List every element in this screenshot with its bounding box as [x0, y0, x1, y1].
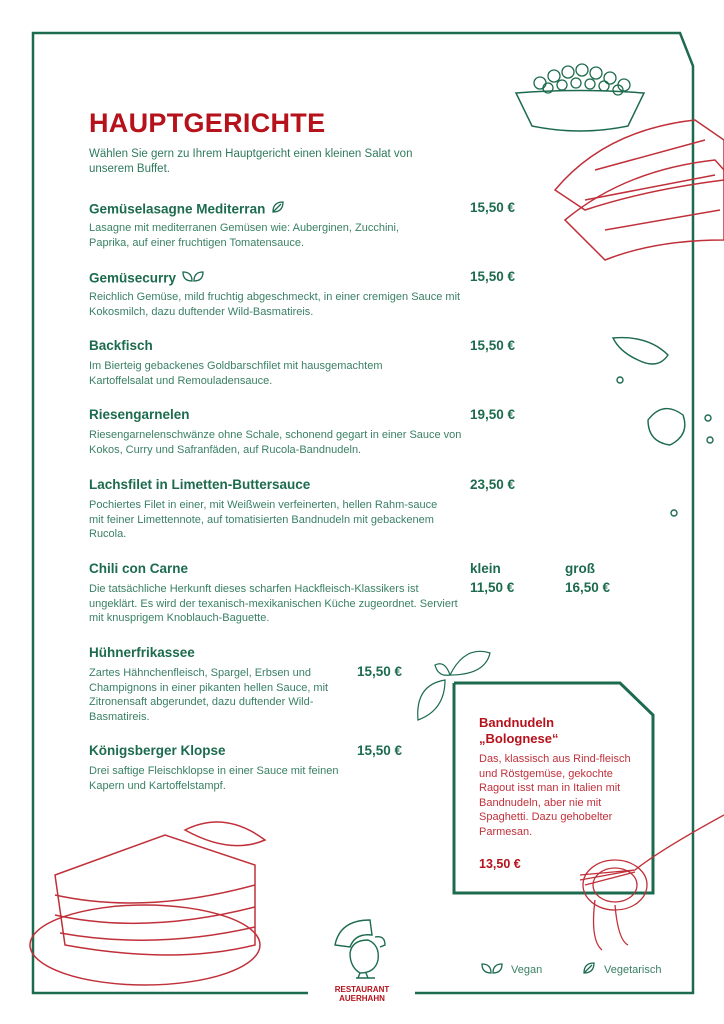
logo-line2: AUERHAHN — [339, 994, 385, 1003]
basil-illustration — [410, 645, 495, 725]
vegetarian-leaf-icon — [582, 961, 596, 978]
dish-description: Reichlich Gemüse, mild fruchtig abgeschmeckt, in einer cremigen Sauce mit Kokosmilch, dazu duftender Wild-Basmatireis. — [89, 291, 461, 318]
dish-price: 15,50 € — [357, 743, 403, 758]
salmon-illustration — [545, 110, 724, 275]
menu-item — [89, 269, 204, 288]
dish-name: Königsberger Klopse — [89, 743, 226, 758]
vegetarian-leaf-icon — [271, 200, 285, 219]
dish-name: Chili con Carne — [89, 561, 189, 576]
size-label-small: klein — [470, 561, 501, 576]
dish-name: Backfisch — [89, 338, 153, 353]
dish-description: Lasagne mit mediterranen Gemüsen wie: Auberginen, Zucchini, Paprika, auf einer fruchtigen Tomatensauce. — [89, 222, 400, 249]
intro-text: Wählen Sie gern zu Ihrem Hauptgericht einen kleinen Salat von unserem Buffet. — [89, 148, 413, 175]
menu-item — [89, 200, 285, 219]
special-title-line2: „Bolognese“ — [479, 731, 559, 746]
legend-vegetarian — [582, 961, 661, 978]
logo-line1: RESTAURANT — [334, 985, 390, 994]
dish-price: 15,50 € — [470, 269, 516, 284]
dish-price: 15,50 € — [470, 338, 516, 353]
dish-name: Gemüselasagne Mediterran — [89, 201, 266, 217]
dish-name: Riesengarnelen — [89, 407, 190, 422]
legend-vegan-label: Vegan — [511, 963, 543, 976]
special-title-line1: Bandnudeln — [479, 715, 555, 730]
dish-description: Pochiertes Filet in einer, mit Weißwein verfeinerten, hellen Rahm-sauce mit feiner Limettennote, auf tomatisierten Bandnudeln mit gebackenem Rucola. — [89, 499, 438, 541]
spices-illustration — [608, 330, 724, 530]
dish-description: Riesengarnelenschwänze ohne Schale, schonend gegart in einer Sauce von Kokos, Curry und Safranfäden, auf Rucola-Bandnudeln. — [89, 429, 462, 456]
dish-description: Die tatsächliche Herkunft dieses scharfen Hackfleisch-Klassikers ist ungeklärt. Es wird der texanisch-mexikanischen Küche zugeordnet. Serviert mit knusprigem Knoblauch-Baguette. — [89, 583, 458, 625]
auerhahn-logo-icon — [330, 915, 395, 980]
dish-name: Gemüsecurry — [89, 270, 177, 286]
dish-name: Lachsfilet in Limetten-Buttersauce — [89, 477, 311, 492]
dish-description: Zartes Hähnchenfleisch, Spargel, Erbsen und Champignons in einer pikanten hellen Sauce, mit Zitronensaft abgerundet, dazu duftender Wild-Basmatireis. — [89, 667, 329, 723]
dish-price: 19,50 € — [470, 407, 516, 422]
dish-description: Im Bierteig gebackenes Goldbarschfilet mit hausgemachtem Kartoffelsalat und Remouladensauce. — [89, 360, 383, 387]
special-title — [479, 715, 558, 747]
dish-price-large: 16,50 € — [565, 580, 611, 595]
dish-name: Hühnerfrikassee — [89, 645, 195, 660]
dish-price: 15,50 € — [357, 664, 403, 679]
dish-description: Drei saftige Fleischklopse in einer Sauce mit feinen Kapern und Kartoffelstampf. — [89, 765, 339, 792]
special-price: 13,50 € — [479, 857, 521, 871]
legend-vegetarian-label: Vegetarisch — [604, 963, 662, 976]
dish-price: 23,50 € — [470, 477, 516, 492]
size-label-large: groß — [565, 561, 595, 576]
vegan-leaves-icon — [182, 269, 204, 288]
lasagna-illustration — [25, 815, 285, 995]
dish-price: 15,50 € — [470, 200, 516, 215]
logo-text — [322, 985, 402, 1003]
page-title: HAUPTGERICHTE — [89, 108, 326, 138]
dish-price-small: 11,50 € — [470, 580, 515, 595]
legend-vegan — [481, 961, 542, 978]
vegan-leaves-icon — [481, 961, 503, 978]
special-description: Das, klassisch aus Rind-fleisch und Röstgemüse, gekochte Ragout isst man in Italien mit Bandnudeln, aber nie mit Spaghetti. Dazu gehobelter Parmesan. — [479, 753, 631, 838]
